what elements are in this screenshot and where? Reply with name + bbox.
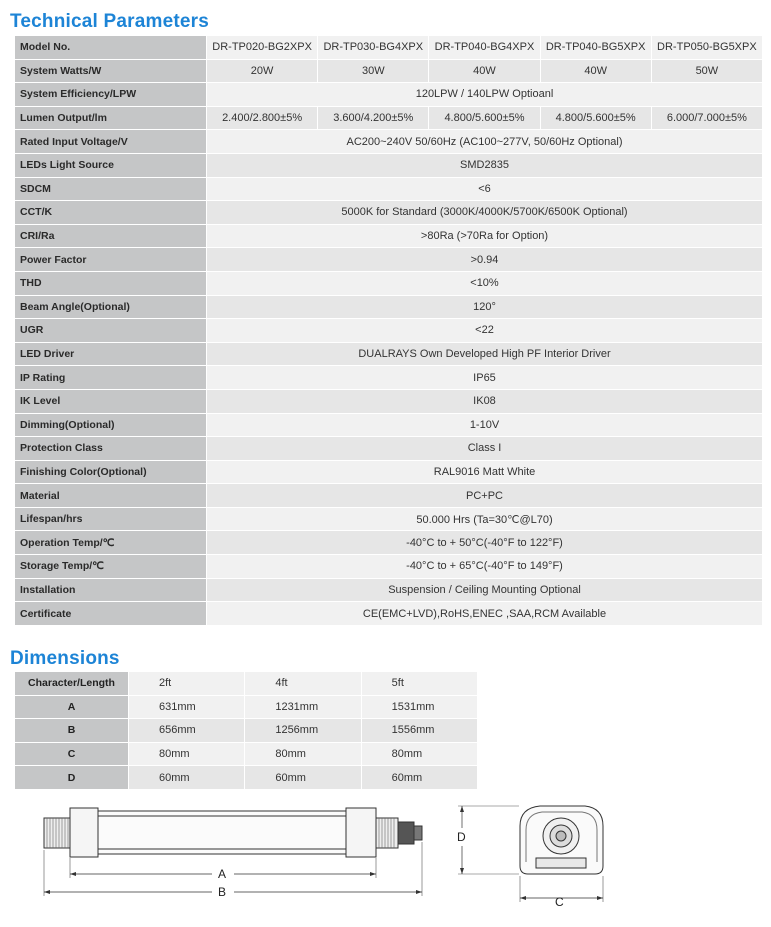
dimensions-header-length: 2ft [129, 672, 245, 696]
spec-label: System Watts/W [15, 59, 207, 83]
spec-label: Material [15, 484, 207, 508]
spec-label: Lifespan/hrs [15, 507, 207, 531]
spec-label: Storage Temp/℃ [15, 555, 207, 579]
technical-parameters-title: Technical Parameters [10, 11, 210, 32]
spec-value: PC+PC [207, 484, 763, 508]
spec-label: IK Level [15, 389, 207, 413]
spec-label: LEDs Light Source [15, 153, 207, 177]
dimensions-value: 80mm [361, 742, 477, 766]
spec-label: Lumen Output/lm [15, 106, 207, 130]
spec-value: DUALRAYS Own Developed High PF Interior Driver [207, 342, 763, 366]
dimensions-header-length: 5ft [361, 672, 477, 696]
dimensions-character: A [15, 695, 129, 719]
dimensions-header-length: 4ft [245, 672, 361, 696]
dimension-d-label: D [457, 830, 466, 844]
spec-label: Model No. [15, 36, 207, 60]
spec-label: Certificate [15, 602, 207, 626]
dimensions-value: 1231mm [245, 695, 361, 719]
spec-label: IP Rating [15, 366, 207, 390]
spec-value: RAL9016 Matt White [207, 460, 763, 484]
dimensions-title: Dimensions [10, 648, 120, 669]
spec-value: 120LPW / 140LPW Optioanl [207, 83, 763, 107]
spec-value: 50W [651, 59, 762, 83]
spec-label: Finishing Color(Optional) [15, 460, 207, 484]
spec-value: 120° [207, 295, 763, 319]
spec-label: CRI/Ra [15, 224, 207, 248]
spec-value: 2.400/2.800±5% [207, 106, 318, 130]
dimensions-value: 60mm [361, 766, 477, 790]
spec-value: >80Ra (>70Ra for Option) [207, 224, 763, 248]
spec-value: 4.800/5.600±5% [429, 106, 540, 130]
spec-value: DR-TP050-BG5XPX [651, 36, 762, 60]
spec-value: 4.800/5.600±5% [540, 106, 651, 130]
spec-label: Beam Angle(Optional) [15, 295, 207, 319]
spec-label: Operation Temp/℃ [15, 531, 207, 555]
spec-value: SMD2835 [207, 153, 763, 177]
spec-value: DR-TP040-BG5XPX [540, 36, 651, 60]
spec-label: System Efficiency/LPW [15, 83, 207, 107]
dimensions-value: 1531mm [361, 695, 477, 719]
spec-label: Dimming(Optional) [15, 413, 207, 437]
spec-value: 3.600/4.200±5% [318, 106, 429, 130]
dimensions-value: 80mm [129, 742, 245, 766]
dimensions-value: 1256mm [245, 719, 361, 743]
spec-label: THD [15, 271, 207, 295]
dimensions-value: 60mm [245, 766, 361, 790]
spec-value: 5000K for Standard (3000K/4000K/5700K/6500K Optional) [207, 201, 763, 225]
spec-value: 1-10V [207, 413, 763, 437]
spec-value: AC200~240V 50/60Hz (AC100~277V, 50/60Hz Optional) [207, 130, 763, 154]
spec-value: 40W [540, 59, 651, 83]
spec-value: -40°C to + 50°C(-40°F to 122°F) [207, 531, 763, 555]
spec-value: 40W [429, 59, 540, 83]
spec-value: 30W [318, 59, 429, 83]
dimensions-character: C [15, 742, 129, 766]
spec-label: SDCM [15, 177, 207, 201]
spec-value: <10% [207, 271, 763, 295]
dimension-c-label: C [555, 895, 564, 909]
dimension-a-label: A [218, 867, 227, 881]
spec-value: DR-TP040-BG4XPX [429, 36, 540, 60]
dimensions-value: 1556mm [361, 719, 477, 743]
spec-value: DR-TP030-BG4XPX [318, 36, 429, 60]
spec-value: DR-TP020-BG2XPX [207, 36, 318, 60]
spec-value: Class I [207, 437, 763, 461]
spec-value: IP65 [207, 366, 763, 390]
spec-label: Installation [15, 578, 207, 602]
spec-value: IK08 [207, 389, 763, 413]
spec-value: <22 [207, 319, 763, 343]
spec-value: 20W [207, 59, 318, 83]
spec-label: LED Driver [15, 342, 207, 366]
dimensions-value: 631mm [129, 695, 245, 719]
spec-value: Suspension / Ceiling Mounting Optional [207, 578, 763, 602]
spec-value: >0.94 [207, 248, 763, 272]
dimensions-value: 60mm [129, 766, 245, 790]
spec-label: Power Factor [15, 248, 207, 272]
dimension-b-label: B [218, 885, 227, 899]
tube-end-view [458, 806, 603, 902]
dimensions-value: 80mm [245, 742, 361, 766]
spec-value: 50.000 Hrs (Ta=30℃@L70) [207, 507, 763, 531]
spec-label: Rated Input Voltage/V [15, 130, 207, 154]
dimensions-character: D [15, 766, 129, 790]
dimensions-value: 656mm [129, 719, 245, 743]
spec-value: <6 [207, 177, 763, 201]
spec-value: -40°C to + 65°C(-40°F to 149°F) [207, 555, 763, 579]
dimensions-character: B [15, 719, 129, 743]
spec-label: Protection Class [15, 437, 207, 461]
tube-side-view [44, 808, 422, 896]
spec-label: CCT/K [15, 201, 207, 225]
spec-label: UGR [15, 319, 207, 343]
dimensions-header-label: Character/Length [15, 672, 129, 696]
spec-value: 6.000/7.000±5% [651, 106, 762, 130]
spec-value: CE(EMC+LVD),RoHS,ENEC ,SAA,RCM Available [207, 602, 763, 626]
